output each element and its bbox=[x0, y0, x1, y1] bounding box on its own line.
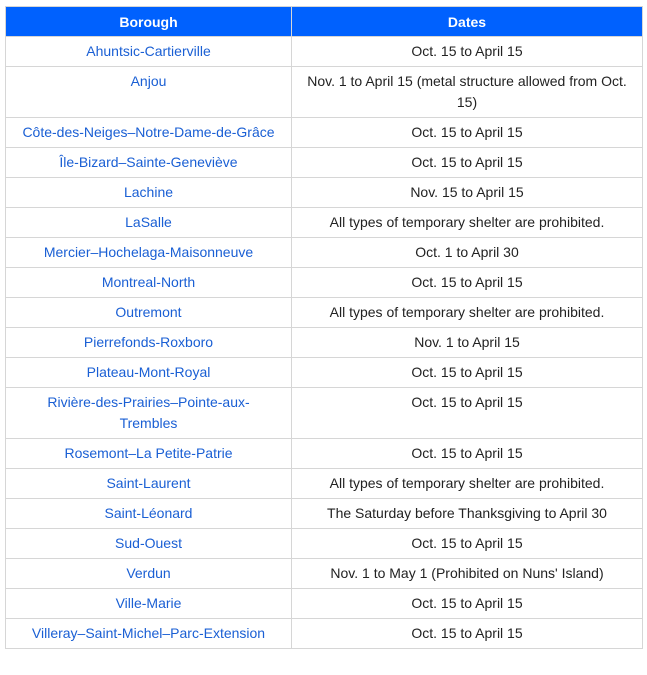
dates-cell: All types of temporary shelter are prohibited. bbox=[292, 469, 643, 499]
borough-link[interactable]: Sud-Ouest bbox=[115, 535, 182, 551]
borough-link[interactable]: Ville-Marie bbox=[115, 595, 182, 611]
table-row bbox=[6, 529, 643, 559]
dates-cell: Oct. 15 to April 15 bbox=[292, 118, 643, 148]
header-borough: Borough bbox=[6, 7, 292, 37]
borough-cell bbox=[6, 67, 292, 118]
table-row bbox=[6, 469, 643, 499]
dates-cell: Oct. 15 to April 15 bbox=[292, 619, 643, 649]
borough-cell bbox=[6, 388, 292, 439]
borough-cell bbox=[6, 37, 292, 67]
borough-link[interactable]: Lachine bbox=[123, 184, 174, 200]
borough-cell bbox=[6, 469, 292, 499]
table-row bbox=[6, 619, 643, 649]
borough-cell bbox=[6, 589, 292, 619]
borough-dates-table bbox=[5, 6, 643, 649]
dates-cell: Oct. 15 to April 15 bbox=[292, 529, 643, 559]
dates-cell: All types of temporary shelter are prohibited. bbox=[292, 298, 643, 328]
borough-cell bbox=[6, 178, 292, 208]
borough-cell bbox=[6, 148, 292, 178]
table-row bbox=[6, 208, 643, 238]
borough-cell bbox=[6, 529, 292, 559]
table-row bbox=[6, 178, 643, 208]
borough-cell bbox=[6, 439, 292, 469]
dates-cell: Oct. 15 to April 15 bbox=[292, 37, 643, 67]
dates-cell: Nov. 15 to April 15 bbox=[292, 178, 643, 208]
borough-cell bbox=[6, 328, 292, 358]
header-dates: Dates bbox=[292, 7, 643, 37]
table-row bbox=[6, 358, 643, 388]
borough-cell bbox=[6, 208, 292, 238]
borough-cell bbox=[6, 118, 292, 148]
table-row bbox=[6, 37, 643, 67]
table-row bbox=[6, 328, 643, 358]
borough-link[interactable]: Saint-Laurent bbox=[106, 475, 191, 491]
table-row bbox=[6, 589, 643, 619]
borough-link[interactable]: Côte-des-Neiges–Notre-Dame-de-Grâce bbox=[22, 124, 275, 140]
table-row bbox=[6, 268, 643, 298]
borough-cell bbox=[6, 559, 292, 589]
dates-cell: Nov. 1 to May 1 (Prohibited on Nuns' Island) bbox=[292, 559, 643, 589]
borough-link[interactable]: Anjou bbox=[130, 73, 167, 89]
borough-cell bbox=[6, 268, 292, 298]
table-row bbox=[6, 439, 643, 469]
dates-cell: Nov. 1 to April 15 (metal structure allowed from Oct. 15) bbox=[292, 67, 643, 118]
table-row bbox=[6, 388, 643, 439]
borough-link[interactable]: LaSalle bbox=[125, 214, 172, 230]
borough-cell bbox=[6, 298, 292, 328]
header-row bbox=[6, 7, 643, 37]
borough-link[interactable]: Verdun bbox=[126, 565, 171, 581]
table-row bbox=[6, 148, 643, 178]
borough-link[interactable]: Rivière-des-Prairies–Pointe-aux-Trembles bbox=[47, 394, 250, 431]
dates-cell: Oct. 15 to April 15 bbox=[292, 268, 643, 298]
borough-link[interactable]: Mercier–Hochelaga-Maisonneuve bbox=[43, 244, 254, 260]
dates-cell: The Saturday before Thanksgiving to April 30 bbox=[292, 499, 643, 529]
dates-cell: Nov. 1 to April 15 bbox=[292, 328, 643, 358]
borough-link[interactable]: Montreal-North bbox=[101, 274, 196, 290]
table-row bbox=[6, 118, 643, 148]
borough-cell bbox=[6, 499, 292, 529]
borough-link[interactable]: Ahuntsic-Cartierville bbox=[86, 43, 211, 59]
borough-cell bbox=[6, 238, 292, 268]
borough-link[interactable]: Villeray–Saint-Michel–Parc-Extension bbox=[31, 625, 266, 641]
dates-cell: Oct. 15 to April 15 bbox=[292, 388, 643, 439]
table-row bbox=[6, 499, 643, 529]
borough-link[interactable]: Saint-Léonard bbox=[104, 505, 193, 521]
table-row bbox=[6, 298, 643, 328]
dates-cell: All types of temporary shelter are prohibited. bbox=[292, 208, 643, 238]
borough-link[interactable]: Rosemont–La Petite-Patrie bbox=[64, 445, 233, 461]
borough-link[interactable]: Île-Bizard–Sainte-Geneviève bbox=[59, 154, 238, 170]
dates-cell: Oct. 1 to April 30 bbox=[292, 238, 643, 268]
dates-cell: Oct. 15 to April 15 bbox=[292, 589, 643, 619]
table-row bbox=[6, 238, 643, 268]
borough-cell bbox=[6, 619, 292, 649]
borough-cell bbox=[6, 358, 292, 388]
dates-cell: Oct. 15 to April 15 bbox=[292, 439, 643, 469]
borough-link[interactable]: Pierrefonds-Roxboro bbox=[83, 334, 214, 350]
table-row bbox=[6, 67, 643, 118]
table-row bbox=[6, 559, 643, 589]
dates-cell: Oct. 15 to April 15 bbox=[292, 148, 643, 178]
borough-link[interactable]: Outremont bbox=[115, 304, 182, 320]
borough-link[interactable]: Plateau-Mont-Royal bbox=[86, 364, 211, 380]
dates-cell: Oct. 15 to April 15 bbox=[292, 358, 643, 388]
